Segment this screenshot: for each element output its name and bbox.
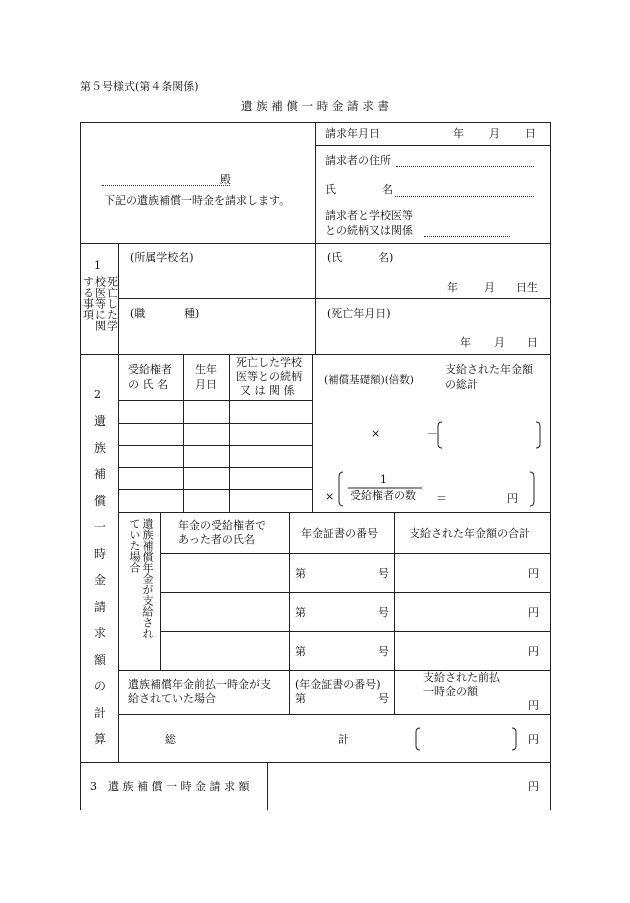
death-month: 月 (494, 336, 505, 349)
paid-total-bracket (436, 420, 546, 450)
pension-row-1-go: 号 (378, 567, 389, 580)
pension-col-cert: 年金証書の番号 (301, 527, 378, 540)
advance-label-1: 遺族補償年金前払一時金が支 (128, 678, 271, 691)
address-label: 請求者の住所 (325, 154, 391, 167)
col-relation-1: 死亡した学校 (236, 356, 302, 369)
death-year: 年 (460, 336, 471, 349)
pension-row-3-yen: 円 (528, 645, 539, 658)
section1-vertical-col: 校医等に関 (93, 276, 107, 331)
section2-label-divider (118, 354, 119, 762)
pension-vertical-label (124, 518, 158, 666)
table-border-right (550, 122, 551, 810)
paid-total-1: 支給された年金額 (445, 363, 533, 376)
advance-label-2: 給されていた場合 (128, 692, 216, 705)
minus-sign: － (427, 427, 438, 440)
compensation-label: (補償基礎額)(倍数) (324, 374, 414, 386)
section3-label: 3 遺 族 補 償 一 時 金 請 求 額 (90, 780, 250, 793)
section3-divider (267, 762, 268, 810)
pension-row-3-dai: 第 (295, 645, 306, 658)
section2-vertical-char: 一 (93, 520, 106, 534)
total-yen: 円 (528, 733, 539, 746)
advance-go: 号 (378, 692, 389, 705)
pension-col-cert-left (289, 512, 290, 714)
pension-row-2-dai: 第 (295, 606, 306, 619)
fraction-numerator: 1 (380, 473, 387, 486)
birth-year: 年 (447, 281, 458, 294)
pension-vertical-col: 遺族補償年金が支給され (141, 518, 154, 639)
col-birth-2: 月日 (195, 378, 217, 391)
pension-col-name-1: 年金の受給権者で (178, 519, 266, 532)
multiply-sign-2: × (325, 490, 335, 503)
date-row-divider (315, 145, 551, 146)
advance-paid-2: 一時金の額 (423, 685, 478, 698)
col-birth-1: 生年 (195, 363, 217, 376)
s2-grid-row-0 (118, 400, 313, 401)
death-date-label: (死亡年月日) (327, 307, 391, 320)
request-statement: 下記の遺族補償一時金を請求します。 (104, 194, 291, 207)
birth-suffix: 日生 (516, 281, 538, 294)
occupation-label-1: (職 (130, 307, 146, 320)
col-relation-2: 医等との続柄 (236, 370, 302, 383)
section1-vertical-col: する事項 (81, 276, 95, 320)
deceased-name-label-1: (氏 (327, 251, 343, 264)
fraction-yen: 円 (507, 492, 518, 505)
pension-col-total-left (394, 512, 395, 714)
section2-vertical-char: の (93, 679, 106, 693)
address-field[interactable] (396, 166, 534, 167)
col-recipient-1: 受給権者 (128, 363, 172, 376)
form-number: 第５号様式(第４条関係) (80, 80, 199, 93)
section2-vertical-char: 金 (93, 573, 106, 587)
birth-month: 月 (484, 281, 495, 294)
section3-yen: 円 (528, 780, 539, 793)
section2-vertical-chars (90, 408, 110, 753)
name-field[interactable] (395, 196, 534, 197)
s2-grid-row-1 (118, 423, 313, 424)
section2-vertical-char: 計 (93, 705, 106, 720)
form-title: 遺 族 補 償 一 時 金 請 求 書 (241, 99, 389, 113)
col-recipient-2: の 氏 名 (128, 378, 168, 391)
row-divider-3 (80, 762, 551, 763)
advance-row-bottom (118, 714, 551, 715)
pension-row-3-go: 号 (378, 645, 389, 658)
section2-vertical-char: 請 (93, 599, 106, 614)
advance-cert-label: (年金証書の番号) (295, 678, 381, 691)
fraction-denominator: 受給権者の数 (350, 489, 416, 502)
advance-dai: 第 (295, 692, 306, 705)
section2-vertical-char: 族 (93, 440, 106, 455)
school-label: (所属学校名) (130, 251, 194, 264)
advance-yen: 円 (528, 699, 539, 712)
section1-vertical-col: 死亡した学 (105, 276, 119, 331)
section1-vertical-columns (81, 276, 118, 331)
pension-vertical-chars (124, 518, 158, 639)
pension-row-1-bottom (160, 592, 551, 593)
table-border-left (80, 122, 81, 810)
relation-label-1: 請求者と学校医等 (325, 209, 413, 222)
section2-vertical-char: 遺 (93, 414, 106, 428)
section2-vertical-char: 額 (93, 652, 106, 667)
pension-col-name-2: あった者の氏名 (178, 533, 255, 546)
total-label-1: 総 (165, 733, 176, 746)
multiply-sign-1: × (371, 427, 381, 440)
section2-vertical-char: 補 (93, 467, 106, 481)
section2-number: 2 (94, 388, 101, 401)
section1-number: 1 (94, 259, 101, 272)
row-divider-2 (80, 354, 551, 355)
pension-col-total: 支給された年金額の合計 (409, 527, 530, 540)
pension-row-2-yen: 円 (528, 606, 539, 619)
advance-paid-1: 支給された前払 (423, 671, 500, 684)
section2-vertical-char: 時 (93, 546, 106, 561)
section2-vertical-label (90, 408, 110, 746)
s2-grid-row-4 (118, 489, 313, 490)
s2-grid-row-2 (118, 445, 313, 446)
pension-row-1-yen: 円 (528, 567, 539, 580)
paid-total-2: の総計 (445, 378, 478, 391)
section1-vertical-label (81, 276, 118, 331)
relation-label-2: との続柄又は関係 (325, 224, 413, 237)
total-label-2: 計 (338, 733, 349, 746)
name-label-1: 氏 (325, 183, 336, 196)
section2-vertical-char: 償 (93, 493, 106, 508)
addressee-field[interactable] (102, 185, 230, 186)
section2-vertical-char: 算 (93, 732, 106, 746)
occupation-label-2: 種) (184, 307, 200, 320)
pension-row-2-bottom (160, 631, 551, 632)
s2-grid-row-3 (118, 467, 313, 468)
pension-row-2-go: 号 (378, 606, 389, 619)
name-label-2: 名 (382, 183, 393, 196)
request-month: 月 (489, 127, 500, 140)
row-divider-1b (118, 298, 551, 299)
addressee-suffix: 殿 (220, 173, 231, 186)
equals-sign: ＝ (436, 492, 447, 505)
pension-row-1-dai: 第 (295, 567, 306, 580)
pension-label-divider (160, 512, 161, 670)
death-day: 日 (527, 336, 538, 349)
pension-vertical-columns (124, 518, 158, 639)
section2-vertical-char: 求 (93, 626, 106, 640)
col-relation-3: 又 は 関 係 (240, 384, 295, 397)
request-day: 日 (525, 127, 536, 140)
s2-grid-bottom (118, 512, 551, 513)
total-bracket (414, 726, 524, 752)
relation-field[interactable] (424, 236, 510, 237)
pension-header-bottom (160, 553, 551, 554)
section1-col-divider (315, 243, 316, 354)
pension-vertical-col: ていた場合 (128, 518, 141, 573)
deceased-name-label-2: 名) (378, 251, 394, 264)
request-year: 年 (453, 127, 464, 140)
request-date-label: 請求年月日 (325, 127, 380, 140)
